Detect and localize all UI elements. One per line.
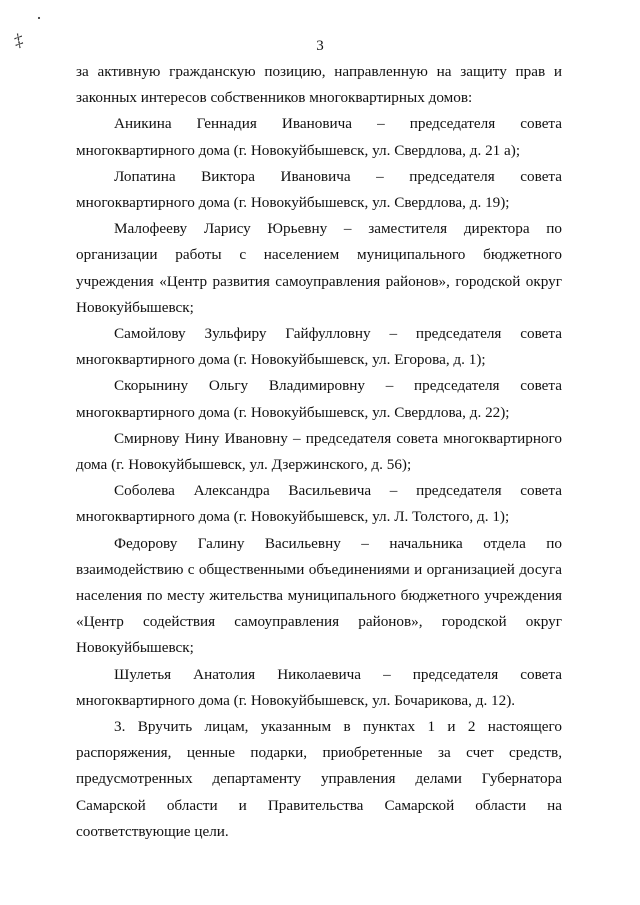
paragraph-fedorova: Федорову Галину Васильевну – начальника отдела по взаимодействию с общественными объединениями и организацией досуга населения по месту жительства муниципального бюджетного учреждения «Центр содействия самоуправления районов», городской округ Новокуйбышевск; (76, 534, 562, 657)
paragraph-intro: за активную гражданскую позицию, направленную на защиту прав и законных интересов собственников многоквартирных домов: (76, 63, 562, 107)
paragraph-samoilova: Самойлову Зульфиру Гайфулловну – председателя совета многоквартирного дома (г. Новокуйбышевск, ул. Егорова, д. 1); (76, 325, 562, 369)
paragraph-shuletya: Шулетья Анатолия Николаевича – председателя совета многоквартирного дома (г. Новокуйбышевск, ул. Бочарикова, д. 12). (76, 665, 562, 709)
paragraph-anikin: Аникина Геннадия Ивановича – председателя совета многоквартирного дома (г. Новокуйбышевск, ул. Свердлова, д. 21 а); (76, 115, 562, 159)
paragraph-lopatin: Лопатина Виктора Ивановича – председателя совета многоквартирного дома (г. Новокуйбышевск, ул. Свердлова, д. 19); (76, 167, 562, 212)
paragraph-sobolev: Соболева Александра Васильевича – председателя совета многоквартирного дома (г. Новокуйбышевск, ул. Л. Толстого, д. 1); (76, 482, 562, 526)
scan-mark-top: · (36, 8, 42, 28)
handwritten-mark: ‡ (10, 29, 26, 51)
paragraph-item-3: 3. Вручить лицам, указанным в пунктах 1 и 2 настоящего распоряжения, ценные подарки, приобретенные за счет средств, предусмотренных департаменту управления делами Губернатора Самарской области и Правительства Самарской области на соответствующие цели. (76, 718, 562, 840)
paragraph-skorynina: Скорынину Ольгу Владимировну – председателя совета многоквартирного дома (г. Новокуйбышевск, ул. Свердлова, д. 22); (76, 377, 562, 421)
document-body (76, 59, 562, 845)
paragraph-malofeeva: Малофееву Ларису Юрьевну – заместителя директора по организации работы с населением муниципального бюджетного учреждения «Центр развития самоуправления районов», городской округ Новокуйбышевск; (76, 220, 562, 316)
paragraph-smirnova: Смирнову Нину Ивановну – председателя совета многоквартирного дома (г. Новокуйбышевск, ул. Дзержинского, д. 56); (76, 429, 562, 474)
page-number: 3 (316, 38, 324, 54)
